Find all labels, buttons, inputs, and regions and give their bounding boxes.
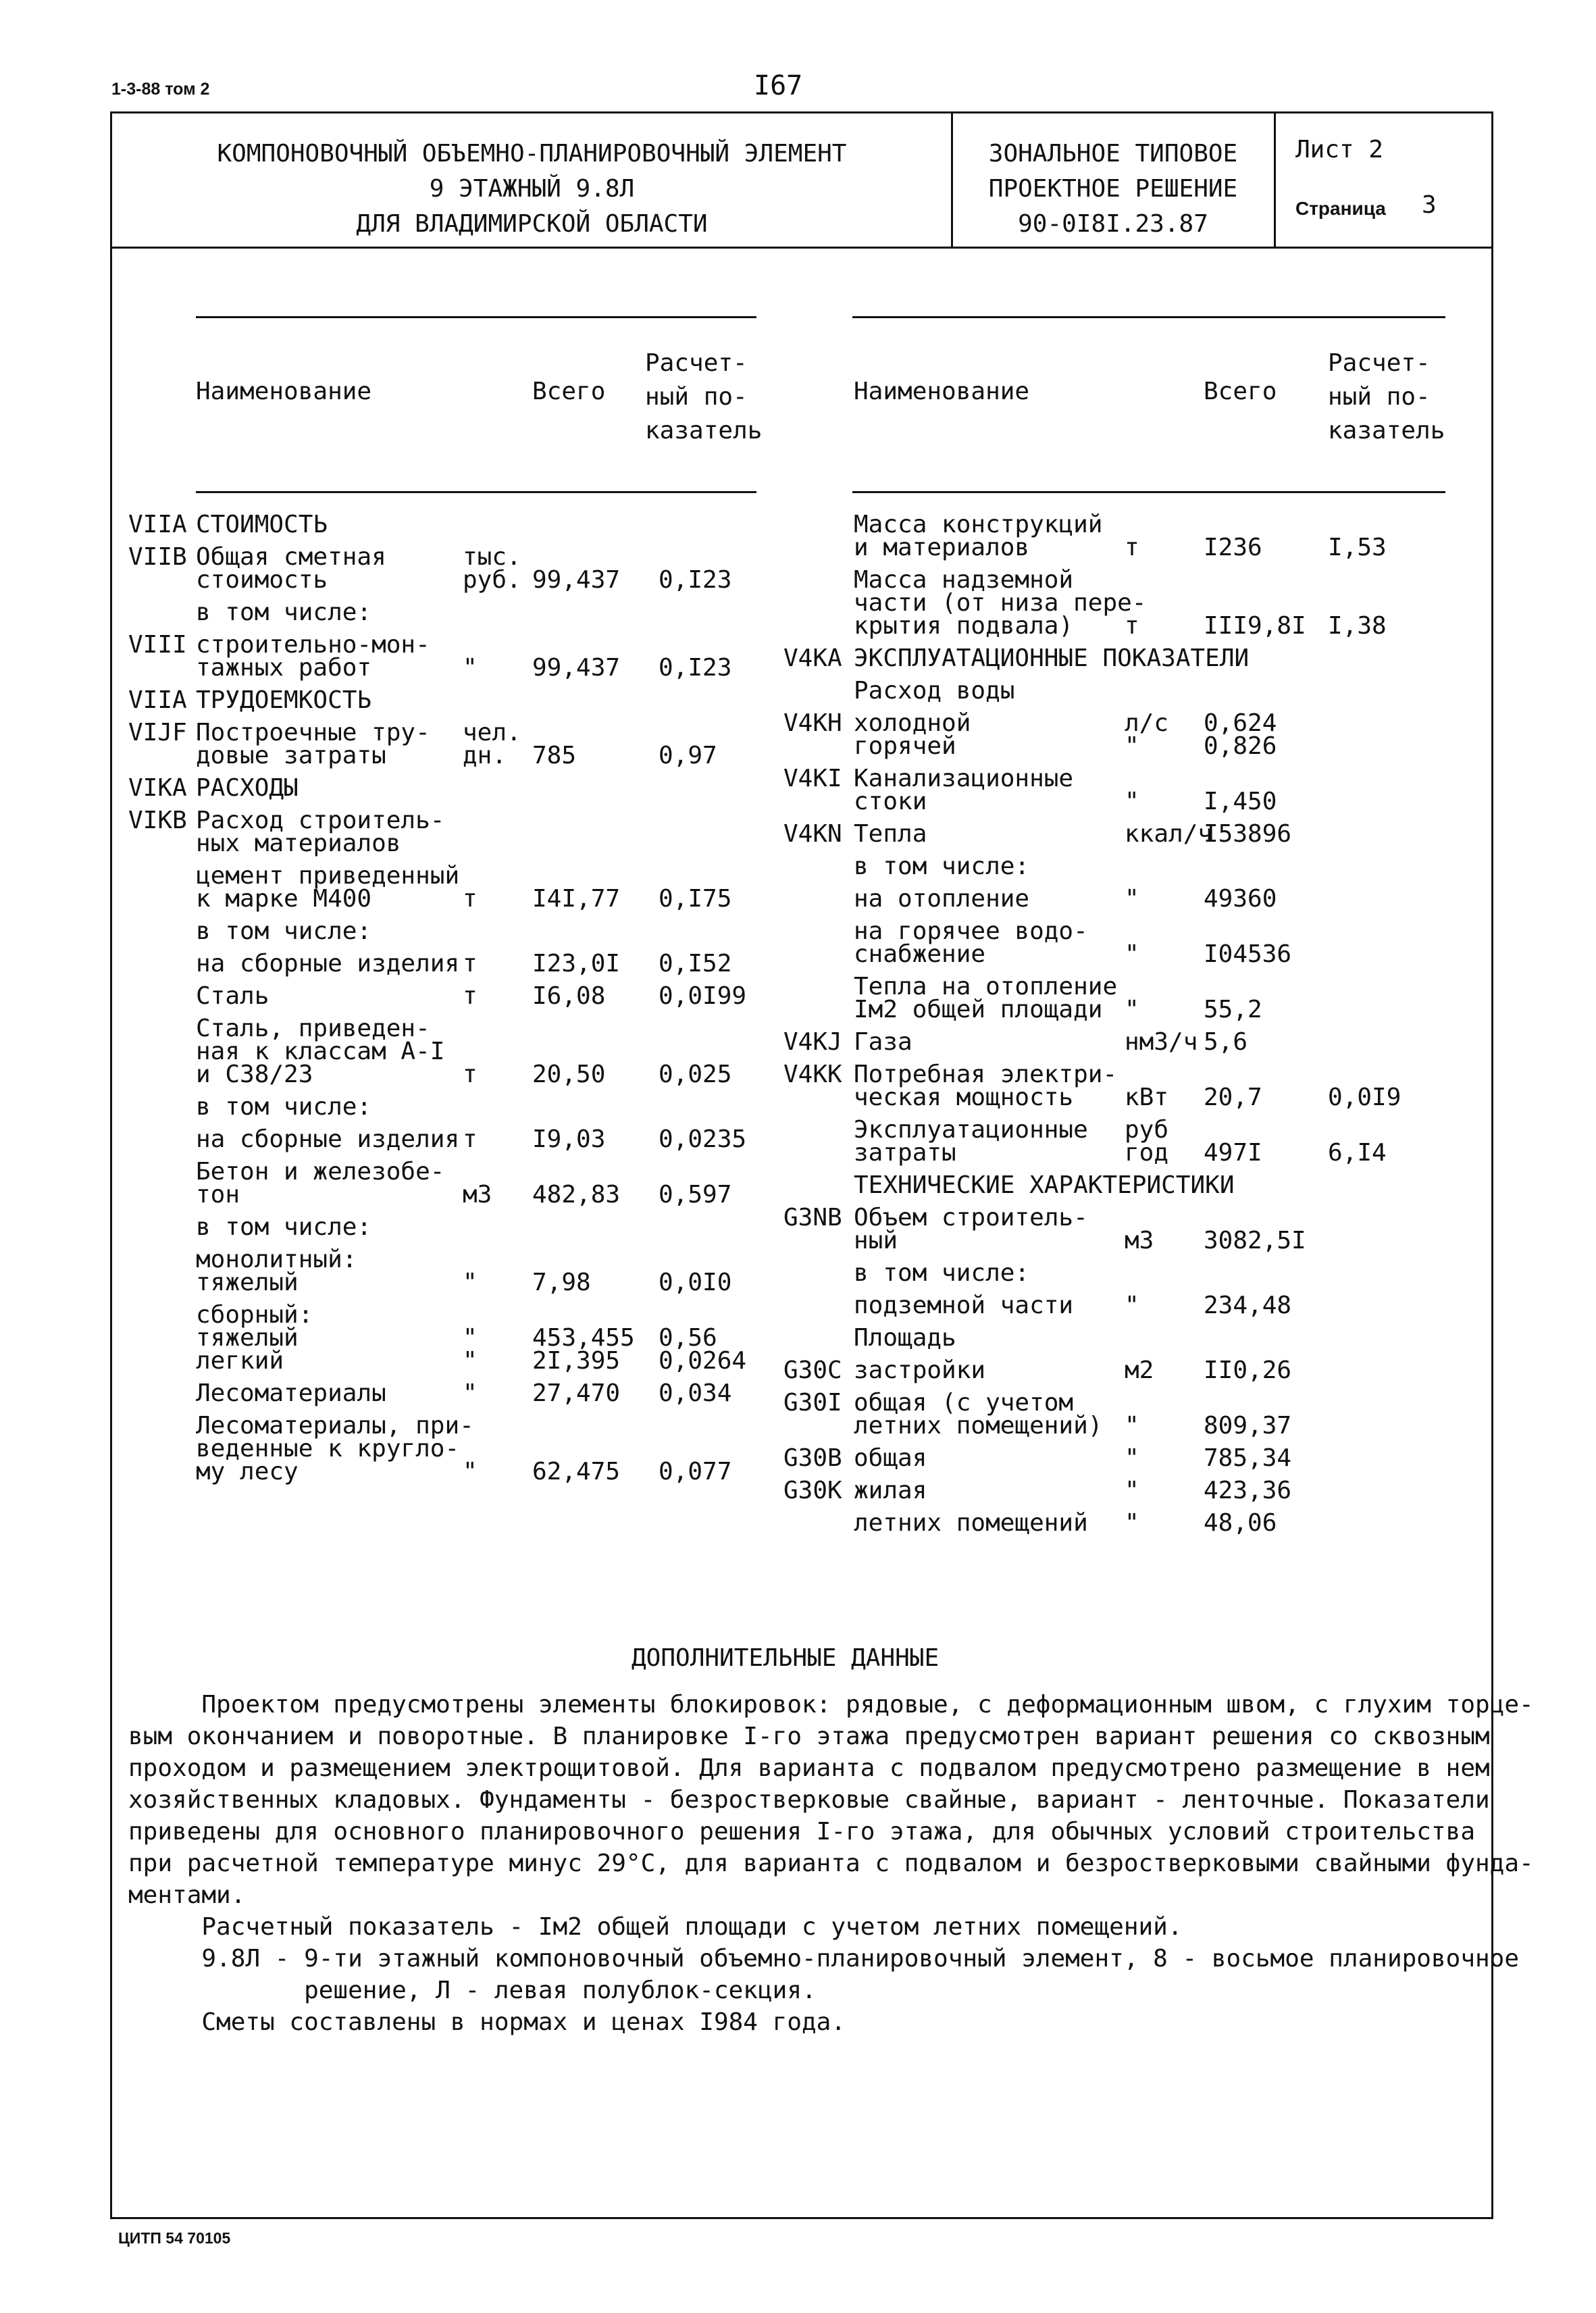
table-row — [128, 1248, 763, 1294]
row-total: 48,06 — [1204, 1509, 1277, 1537]
row-unit: т — [463, 885, 478, 913]
row-name: ТЕХНИЧЕСКИЕ ХАРАКТЕРИСТИКИ — [854, 1171, 1235, 1199]
row-calc: 0,97 — [659, 742, 717, 769]
row-name: застройки — [854, 1356, 986, 1384]
row-calc: 0,0235 — [659, 1125, 747, 1153]
row-name: Лесоматериалы — [196, 1379, 386, 1407]
row-unit: руб — [1125, 1116, 1169, 1144]
row-name: Газа — [854, 1028, 912, 1056]
table-row — [783, 1479, 1459, 1502]
row-total: 62,475 — [532, 1458, 621, 1485]
row-total: 0,624 — [1204, 709, 1277, 737]
row-unit: " — [1125, 940, 1139, 968]
row-total: 234,48 — [1204, 1292, 1292, 1319]
row-name: Построечные тру- — [196, 719, 430, 746]
table-row — [783, 709, 1459, 760]
row-unit: " — [1125, 996, 1139, 1023]
row-name: строительно-мон- — [196, 631, 430, 659]
row-code: V4KK — [783, 1061, 842, 1088]
table-row — [783, 917, 1459, 968]
table-row — [783, 644, 1459, 672]
row-name: Тепла на отопление — [854, 973, 1118, 1000]
row-total: I23,0I — [532, 950, 621, 977]
left-table-top-rule — [196, 316, 756, 318]
row-name: части (от низа пере- — [854, 589, 1147, 617]
table-row — [128, 721, 763, 767]
row-unit: " — [463, 654, 478, 682]
row-name: ная к классам А-I — [196, 1038, 445, 1065]
row-calc: 0,034 — [659, 1379, 732, 1407]
sheet-label: Лист 2 — [1295, 136, 1384, 163]
table-row — [783, 1444, 1459, 1472]
row-unit: " — [463, 1379, 478, 1407]
row-name: Эксплуатационные — [854, 1116, 1088, 1144]
table-row — [783, 1063, 1459, 1109]
row-calc: 0,I23 — [659, 654, 732, 682]
row-name: му лесу — [196, 1458, 299, 1485]
row-name: к марке М400 — [196, 885, 372, 913]
row-unit: " — [1125, 1292, 1139, 1319]
row-unit: т — [463, 950, 478, 977]
row-name: на отопление — [854, 885, 1030, 913]
row-name: довые затраты — [196, 742, 386, 769]
row-name: Масса надземной — [854, 566, 1074, 594]
row-calc: 0,0I99 — [659, 982, 747, 1010]
table-row — [783, 1206, 1459, 1252]
row-name: тон — [196, 1181, 240, 1209]
left-col-calc-heading — [645, 347, 762, 448]
row-name: тажных работ — [196, 654, 372, 682]
row-name: на сборные изделия — [196, 1125, 460, 1153]
table-row — [128, 1017, 763, 1086]
additional-line: Сметы составлены в нормах и ценах I984 года. — [128, 2008, 846, 2036]
row-total: 497I — [1204, 1139, 1262, 1167]
table-row — [128, 601, 763, 624]
row-unit: т — [1125, 534, 1139, 561]
row-calc: 0,0I0 — [659, 1269, 732, 1296]
row-total: 99,437 — [532, 654, 621, 682]
row-unit: " — [1125, 885, 1139, 913]
row-code: VIIB — [128, 543, 187, 571]
row-total: 423,36 — [1204, 1477, 1292, 1504]
left-col-name-heading: Наименование — [196, 378, 372, 405]
table-row — [128, 686, 763, 714]
row-code: VIKB — [128, 807, 187, 834]
table-row — [128, 1213, 763, 1241]
additional-line: при расчетной температуре минус 29°С, для варианта с подвалом и безростверковыми свайными фунда- — [128, 1850, 1534, 1877]
row-name: в том числе: — [854, 853, 1030, 880]
table-row — [783, 677, 1459, 705]
row-total: 7,98 — [532, 1269, 591, 1296]
row-code: V4KI — [783, 765, 842, 792]
row-name: холодной — [854, 709, 971, 737]
row-name: подземной части — [854, 1292, 1074, 1319]
page-label: Страница — [1295, 198, 1386, 219]
row-unit: " — [1125, 1412, 1139, 1440]
additional-line: 9.8Л - 9-ти этажный компоновочный объемно-планировочный элемент, 8 - восьмое планировочное — [128, 1945, 1520, 1973]
additional-line: приведены для основного планировочного решения I-го этажа, для обычных условий строительства — [128, 1818, 1475, 1846]
table-row — [128, 543, 763, 594]
row-name: стоимость — [196, 566, 328, 594]
row-code: VIIA — [128, 686, 187, 714]
row-unit: " — [1125, 1444, 1139, 1472]
right-col-calc-line-3: казатель — [1328, 417, 1445, 444]
table-row — [783, 1171, 1459, 1199]
row-total: 0,826 — [1204, 732, 1277, 760]
row-name: тяжелый — [196, 1269, 299, 1296]
row-name: на сборные изделия — [196, 950, 460, 977]
row-calc: I,38 — [1328, 612, 1387, 640]
title-block-bottom-line — [110, 247, 1493, 249]
row-total: 20,50 — [532, 1061, 606, 1088]
table-row — [128, 917, 763, 945]
additional-line: вым окончанием и поворотные. В планировке I-го этажа предусмотрен вариант решения со сквозным — [128, 1723, 1490, 1750]
row-name: Тепла — [854, 820, 927, 848]
row-name: ных материалов — [196, 830, 401, 857]
table-row — [783, 1389, 1459, 1440]
row-code: VIII — [128, 631, 187, 659]
table-row — [128, 982, 763, 1010]
page-number: I67 — [754, 70, 803, 101]
row-name: жилая — [854, 1477, 927, 1504]
row-name: монолитный: — [196, 1246, 357, 1273]
row-total: 482,83 — [532, 1181, 621, 1209]
row-total: 809,37 — [1204, 1412, 1292, 1440]
row-name: в том числе: — [196, 1213, 372, 1241]
row-unit: тыс. — [463, 543, 521, 571]
footer-stamp: ЦИТП 54 70105 — [118, 2229, 231, 2247]
row-unit: т — [1125, 612, 1139, 640]
title-block-divider-1 — [951, 111, 953, 248]
left-title — [115, 136, 949, 242]
row-name: горячей — [854, 732, 956, 760]
row-calc: 0,0I9 — [1328, 1084, 1401, 1111]
left-col-total-heading: Всего — [532, 378, 606, 405]
row-name: тяжелый — [196, 1324, 299, 1352]
row-name: Потребная электри- — [854, 1061, 1118, 1088]
row-name: сборный: — [196, 1301, 313, 1329]
row-total: 27,470 — [532, 1379, 621, 1407]
table-row — [783, 975, 1459, 1021]
left-col-calc-line-3: казатель — [645, 417, 763, 444]
row-unit: м3 — [463, 1181, 492, 1209]
row-name: на горячее водо- — [854, 917, 1088, 945]
row-unit: нм3/ч — [1125, 1028, 1198, 1056]
row-name: легкий — [196, 1347, 284, 1375]
right-col-calc-heading — [1328, 347, 1445, 448]
table-row — [783, 767, 1459, 813]
table-row — [128, 862, 763, 913]
right-table-head-rule — [852, 491, 1445, 493]
left-title-line-2: 9 ЭТАЖНЫЙ 9.8Л — [429, 175, 635, 203]
row-name: крытия подвала) — [854, 612, 1074, 640]
row-code: V4KN — [783, 820, 842, 848]
table-row — [128, 1158, 763, 1209]
additional-title: ДОПОЛНИТЕЛЬНЫЕ ДАННЫЕ — [632, 1644, 939, 1672]
table-row — [128, 631, 763, 682]
table-row — [783, 1324, 1459, 1352]
table-row — [128, 1125, 763, 1153]
row-unit: " — [1125, 1477, 1139, 1504]
table-row — [128, 774, 763, 802]
row-name: Общая сметная — [196, 543, 386, 571]
row-total: 453,455 — [532, 1324, 635, 1352]
table-row — [783, 1294, 1459, 1317]
additional-line: Расчетный показатель - Iм2 общей площади с учетом летних помещений. — [128, 1913, 1183, 1941]
row-total: 785 — [532, 742, 577, 769]
center-title-line-2: ПРОЕКТНОЕ РЕШЕНИЕ — [988, 175, 1238, 203]
row-total: 3082,5I — [1204, 1227, 1306, 1254]
row-calc: 0,I75 — [659, 885, 732, 913]
row-unit: " — [1125, 788, 1139, 815]
row-total: 2I,395 — [532, 1347, 621, 1375]
row-code: VIIA — [128, 511, 187, 538]
row-unit: руб. — [463, 566, 521, 594]
row-name: в том числе: — [196, 599, 372, 626]
table-row — [783, 566, 1459, 640]
row-name: в том числе: — [854, 1259, 1030, 1287]
row-unit: т — [463, 1125, 478, 1153]
row-name: ЭКСПЛУАТАЦИОННЫЕ ПОКАЗАТЕЛИ — [854, 644, 1250, 672]
table-row — [128, 1412, 763, 1485]
table-row — [128, 513, 763, 536]
row-unit: т — [463, 982, 478, 1010]
table-row — [783, 1356, 1459, 1384]
row-unit: чел. — [463, 719, 521, 746]
row-code: G30K — [783, 1477, 842, 1504]
additional-line: решение, Л - левая полублок-секция. — [128, 1977, 817, 2004]
center-title-line-3: 90-0I8I.23.87 — [1018, 210, 1208, 238]
center-title-line-1: ЗОНАЛЬНОЕ ТИПОВОЕ — [988, 140, 1238, 168]
row-calc: 0,025 — [659, 1061, 732, 1088]
row-code: VIKA — [128, 774, 187, 802]
additional-line: проходом и размещением электрощитовой. Для варианта с подвалом предусмотрено размещение в нем — [128, 1754, 1490, 1782]
row-unit: " — [463, 1269, 478, 1296]
row-unit: " — [463, 1458, 478, 1485]
row-name: общая — [854, 1444, 927, 1472]
row-name: Масса конструкций — [854, 511, 1103, 538]
row-name: в том числе: — [196, 1093, 372, 1121]
table-row — [128, 1093, 763, 1121]
row-name: РАСХОДЫ — [196, 774, 299, 802]
table-row — [783, 1116, 1459, 1167]
left-title-line-3: ДЛЯ ВЛАДИМИРСКОЙ ОБЛАСТИ — [356, 210, 708, 238]
left-col-calc-line-1: Расчет- — [645, 349, 748, 377]
right-table-top-rule — [852, 316, 1445, 318]
center-title — [954, 136, 1272, 242]
row-unit: ккал/ч — [1125, 820, 1213, 848]
row-calc: 0,I23 — [659, 566, 732, 594]
left-table-head-rule — [196, 491, 756, 493]
row-name: Канализационные — [854, 765, 1074, 792]
row-total: I53896 — [1204, 820, 1292, 848]
additional-line: ментами. — [128, 1881, 246, 1909]
table-row — [128, 809, 763, 855]
row-total: III9,8I — [1204, 612, 1306, 640]
row-total: 5,6 — [1204, 1028, 1248, 1056]
table-row — [783, 820, 1459, 848]
right-col-calc-line-2: ный по- — [1328, 383, 1431, 411]
page-value: 3 — [1422, 191, 1437, 219]
row-name: Iм2 общей площади — [854, 996, 1103, 1023]
table-row — [128, 952, 763, 975]
row-unit: кВт — [1125, 1084, 1169, 1111]
row-name: Расход воды — [854, 677, 1015, 705]
row-name: веденные к кругло- — [196, 1435, 460, 1463]
row-calc: 6,I4 — [1328, 1139, 1387, 1167]
additional-line: хозяйственных кладовых. Фундаменты - безростверковые свайные, вариант - ленточные. Показатели — [128, 1786, 1490, 1814]
row-name: Бетон и железобе- — [196, 1158, 445, 1186]
row-code: VIJF — [128, 719, 187, 746]
right-col-calc-line-1: Расчет- — [1328, 349, 1431, 377]
row-name: в том числе: — [196, 917, 372, 945]
table-row — [783, 513, 1459, 559]
row-name: СТОИМОСТЬ — [196, 511, 328, 538]
row-total: II0,26 — [1204, 1356, 1292, 1384]
row-unit: " — [1125, 1509, 1139, 1537]
row-code: V4KA — [783, 644, 842, 672]
left-col-calc-line-2: ный по- — [645, 383, 748, 411]
row-name: затраты — [854, 1139, 956, 1167]
row-name: и материалов — [854, 534, 1030, 561]
table-row — [128, 1379, 763, 1407]
row-name: Лесоматериалы, при- — [196, 1412, 474, 1440]
table-row — [783, 1028, 1459, 1056]
row-total: I04536 — [1204, 940, 1292, 968]
row-name: ТРУДОЕМКОСТЬ — [196, 686, 372, 714]
left-title-line-1: КОМПОНОВОЧНЫЙ ОБЪЕМНО-ПЛАНИРОВОЧНЫЙ ЭЛЕМЕНТ — [217, 140, 847, 168]
row-name: стоки — [854, 788, 927, 815]
row-unit: м3 — [1125, 1227, 1154, 1254]
row-unit: " — [463, 1324, 478, 1352]
row-code: G30B — [783, 1444, 842, 1472]
row-name: Сталь, приведен- — [196, 1015, 430, 1042]
row-name: Сталь — [196, 982, 269, 1010]
row-calc: 0,0264 — [659, 1347, 747, 1375]
title-block-divider-2 — [1274, 111, 1276, 248]
table-row — [783, 1509, 1459, 1537]
row-total: I236 — [1204, 534, 1262, 561]
row-code: G30C — [783, 1356, 842, 1384]
table-row — [783, 855, 1459, 878]
row-total: 785,34 — [1204, 1444, 1292, 1472]
row-total: 99,437 — [532, 566, 621, 594]
row-name: летних помещений — [854, 1509, 1088, 1537]
row-total: I9,03 — [532, 1125, 606, 1153]
row-name: цемент приведенный — [196, 862, 460, 890]
row-unit: " — [1125, 732, 1139, 760]
table-row — [783, 885, 1459, 913]
row-total: I4I,77 — [532, 885, 621, 913]
row-total: I6,08 — [532, 982, 606, 1010]
table-row — [128, 1301, 763, 1375]
row-name: ный — [854, 1227, 898, 1254]
right-col-total-heading: Всего — [1204, 378, 1277, 405]
row-code: V4KJ — [783, 1028, 842, 1056]
row-unit: " — [463, 1347, 478, 1375]
row-unit: л/с — [1125, 709, 1169, 737]
row-name: снабжение — [854, 940, 986, 968]
row-name: Расход строитель- — [196, 807, 445, 834]
row-name: ческая мощность — [854, 1084, 1074, 1111]
row-name: общая (с учетом — [854, 1389, 1074, 1417]
series-label: 1-3-88 том 2 — [111, 80, 210, 99]
row-calc: 0,597 — [659, 1181, 732, 1209]
row-unit: м2 — [1125, 1356, 1154, 1384]
row-name: летних помещений) — [854, 1412, 1103, 1440]
right-col-name-heading: Наименование — [854, 378, 1030, 405]
additional-text — [128, 1689, 1534, 2038]
row-unit: дн. — [463, 742, 507, 769]
row-calc: 0,56 — [659, 1324, 717, 1352]
row-code: V4KH — [783, 709, 842, 737]
row-total: 55,2 — [1204, 996, 1262, 1023]
row-code: G3NB — [783, 1204, 842, 1231]
row-calc: I,53 — [1328, 534, 1387, 561]
row-calc: 0,I52 — [659, 950, 732, 977]
row-total: 49360 — [1204, 885, 1277, 913]
row-name: Объем строитель- — [854, 1204, 1088, 1231]
table-row — [783, 1259, 1459, 1287]
row-unit: т — [463, 1061, 478, 1088]
row-calc: 0,077 — [659, 1458, 732, 1485]
additional-line: Проектом предусмотрены элементы блокировок: рядовые, с деформационным швом, с глухим торце- — [128, 1691, 1534, 1719]
row-name: и С38/23 — [196, 1061, 313, 1088]
row-code: G30I — [783, 1389, 842, 1417]
row-unit: год — [1125, 1139, 1169, 1167]
row-total: I,450 — [1204, 788, 1277, 815]
row-name: Площадь — [854, 1324, 956, 1352]
row-total: 20,7 — [1204, 1084, 1262, 1111]
